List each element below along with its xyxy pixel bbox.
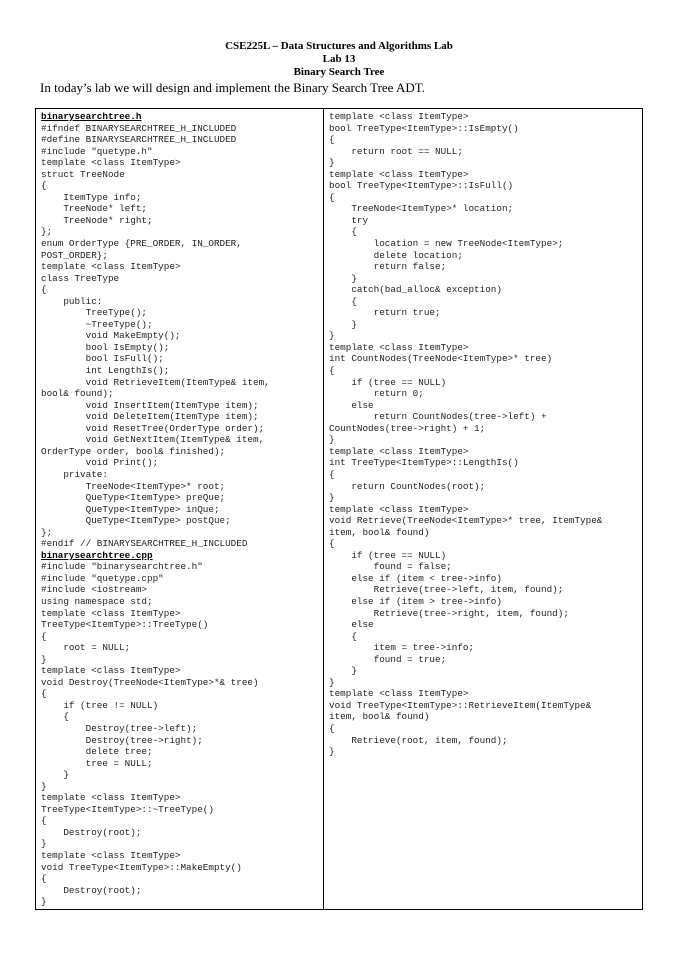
source-file-code: #include "binarysearchtree.h" #include "quetype.cpp" #include <iostream> using namespace std; template <class ItemType> TreeType<ItemType>::TreeType() { root = NULL; } template <class ItemType> void Destroy(TreeNode<ItemType>*& tree) { if (tree != NULL) { Destroy(tree->left); Destroy(tree->right); delete tree; tree = NULL; } } template <class ItemType> TreeType<ItemType>::~TreeType() { Destroy(root); } template <class ItemType> void TreeType<ItemType>::MakeEmpty() { Destroy(root); } (41, 561, 259, 908)
source-file-name: binarysearchtree.cpp (41, 549, 153, 561)
lab-number: Lab 13 (322, 53, 356, 65)
right-code-column (324, 109, 642, 909)
document-header (0, 40, 678, 79)
code-table (35, 108, 643, 910)
left-code-column (36, 109, 324, 909)
course-title: CSE225L – Data Structures and Algorithms Lab (225, 40, 453, 52)
header-file-code: #ifndef BINARYSEARCHTREE_H_INCLUDED #define BINARYSEARCHTREE_H_INCLUDED #include "quetype.h" template <class ItemType> struct TreeNode { ItemType info; TreeNode* left; TreeNode* right; }; enum OrderType {PRE_ORDER, IN_ORDER, POST_ORDER}; template <class ItemType> class TreeType { public: TreeType(); ~TreeType(); void MakeEmpty(); bool IsEmpty(); bool IsFull(); int LengthIs(); void RetrieveItem(ItemType& item, bool& found); void InsertItem(ItemType item); void DeleteItem(ItemType item); void ResetTree(OrderType order); void GetNextItem(ItemType& item, OrderType order, bool& finished); void Print(); private: TreeNode<ItemType>* root; QueType<ItemType> preQue; QueType<ItemType> inQue; QueType<ItemType> postQue; }; #endif // BINARYSEARCHTREE_H_INCLUDED (41, 122, 270, 550)
left-code-block (41, 111, 321, 908)
header-file-name: binarysearchtree.h (41, 111, 142, 122)
lab-topic: Binary Search Tree (293, 66, 385, 78)
right-code-block: template <class ItemType> bool TreeType<ItemType>::IsEmpty() { return root == NULL; } template <class ItemType> bool TreeType<ItemType>::IsFull() { TreeNode<ItemType>* location; try { location = new TreeNode<ItemType>; delete location; return false; } catch(bad_alloc& exception) { return true; } } template <class ItemType> int CountNodes(TreeNode<ItemType>* tree) { if (tree == NULL) return 0; else return CountNodes(tree->left) + CountNodes(tree->right) + 1; } template <class ItemType> int TreeType<ItemType>::LengthIs() { return CountNodes(root); } template <class ItemType> void Retrieve(TreeNode<ItemType>* tree, ItemType& item, bool& found) { if (tree == NULL) found = false; else if (item < tree->info) Retrieve(tree->left, item, found); else if (item > tree->info) Retrieve(tree->right, item, found); else { item = tree->info; found = true; } } template <class ItemType> void TreeType<ItemType>::RetrieveItem(ItemType& item, bool& found) { Retrieve(root, item, found); } (329, 111, 603, 758)
intro-paragraph: In today’s lab we will design and implement the Binary Search Tree ADT. (40, 80, 425, 95)
